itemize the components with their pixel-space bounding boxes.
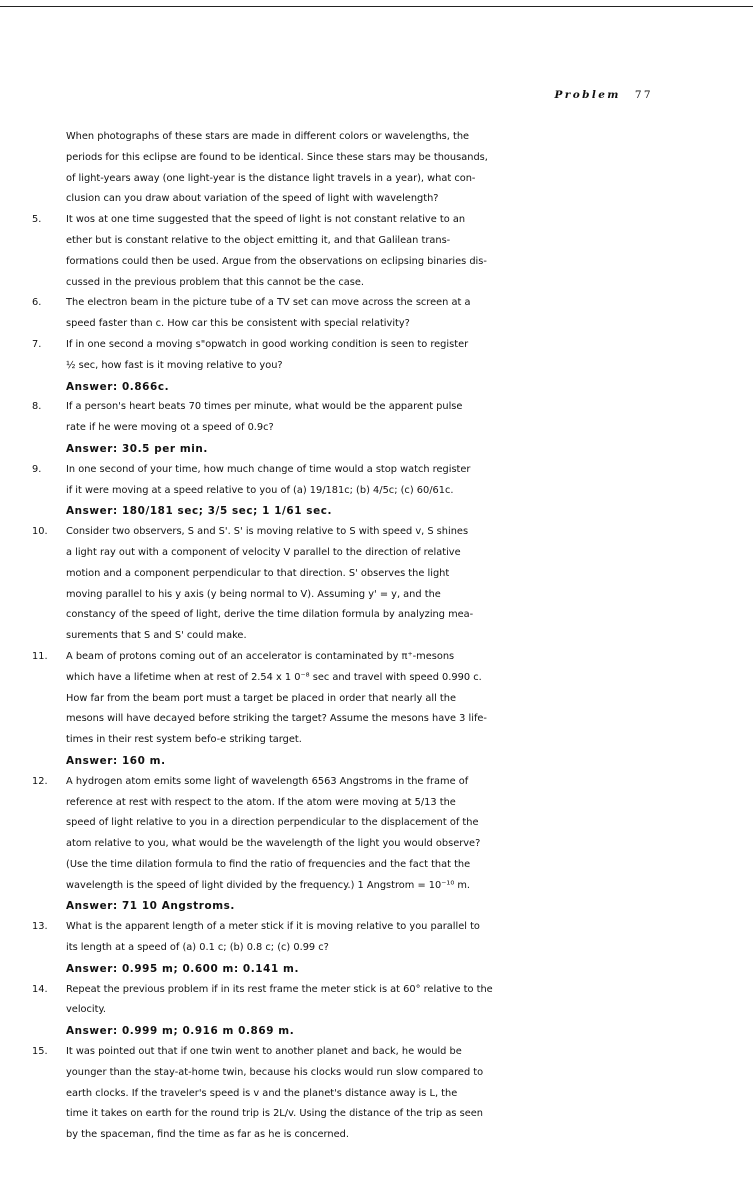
line-text: How far from the beam port must a target be placed in order that nearly all the: [66, 692, 457, 704]
answer-text: Answer: 180/181 sec; 3/5 sec; 1 1/61 sec.: [66, 505, 333, 518]
text-line: [30, 273, 613, 294]
problem-start-line: [30, 647, 613, 668]
problem-number: 6.: [32, 297, 42, 309]
line-text: which have a lifetime when at rest of 2.54 x 1 0⁻⁸ sec and travel with speed 0.990 c.: [66, 671, 482, 683]
text-line: [30, 1084, 613, 1105]
problem-start-line: [30, 1042, 613, 1063]
line-text: by the spaceman, find the time as far as he is concerned.: [66, 1129, 349, 1141]
text-line: [30, 585, 613, 606]
running-header: [554, 89, 653, 101]
line-text: times in their rest system befo-e striking target.: [66, 734, 302, 746]
top-rule: [0, 6, 753, 7]
line-text: constancy of the speed of light, derive the time dilation formula by analyzing mea-: [66, 609, 474, 621]
line-text: surements that S and S' could make.: [66, 630, 247, 642]
text-line: [30, 605, 613, 626]
line-text: A beam of protons coming out of an accelerator is contaminated by π⁺-mesons: [66, 650, 455, 662]
line-text: It wos at one time suggested that the speed of light is not constant relative to an: [66, 214, 466, 226]
text-line: [30, 751, 613, 772]
line-text: velocity.: [66, 1004, 107, 1016]
text-line: [30, 668, 613, 689]
page-number: 77: [634, 89, 653, 101]
problem-number: 8.: [32, 401, 42, 413]
line-text: In one second of your time, how much change of time would a stop watch register: [66, 463, 471, 475]
problem-number: 5.: [32, 214, 42, 226]
line-text: If in one second a moving s"opwatch in good working condition is seen to register: [66, 338, 469, 350]
problem-start-line: [30, 917, 613, 938]
text-line: [30, 959, 613, 980]
problem-start-line: [30, 460, 613, 481]
header-title: Problem: [554, 89, 621, 101]
problem-start-line: [30, 980, 613, 1001]
problem-start-line: [30, 335, 613, 356]
line-text: It was pointed out that if one twin went to another planet and back, he would be: [66, 1046, 462, 1058]
line-text: atom relative to you, what would be the wavelength of the light you would observe?: [66, 838, 481, 850]
problem-start-line: [30, 293, 613, 314]
line-text: of light-years away (one light-year is the distance light travels in a year), what con-: [66, 172, 476, 184]
text-line: [30, 793, 613, 814]
text-line: [30, 169, 613, 190]
line-text: earth clocks. If the traveler's speed is v and the planet's distance away is L, the: [66, 1087, 458, 1099]
line-text: Consider two observers, S and S'. S' is moving relative to S with speed v, S shines: [66, 526, 469, 538]
line-text: The electron beam in the picture tube of a TV set can move across the screen at a: [66, 297, 471, 309]
line-text: moving parallel to his y axis (y being normal to V). Assuming y' = y, and the: [66, 588, 441, 600]
text-line: [30, 252, 613, 273]
answer-text: Answer: 0.866c.: [66, 380, 170, 393]
line-text: clusion can you draw about variation of the speed of light with wavelength?: [66, 193, 439, 205]
problem-number: 15.: [32, 1046, 48, 1058]
text-line: [30, 231, 613, 252]
line-text: ether but is constant relative to the object emitting it, and that Galilean trans-: [66, 234, 451, 246]
line-text: a light ray out with a component of velocity V parallel to the direction of relative: [66, 546, 461, 558]
line-text: ½ sec, how fast is it moving relative to you?: [66, 359, 283, 371]
line-text: formations could then be used. Argue from the observations on eclipsing binaries dis-: [66, 255, 487, 267]
answer-text: Answer: 71 10 Angstroms.: [66, 900, 235, 913]
text-line: [30, 564, 613, 585]
page-body: [30, 127, 613, 1146]
problem-number: 9.: [32, 463, 42, 475]
problem-number: 10.: [32, 526, 48, 538]
line-text: rate if he were moving ot a speed of 0.9c?: [66, 422, 274, 434]
text-line: [30, 938, 613, 959]
line-text: Repeat the previous problem if in its rest frame the meter stick is at 60° relative to the: [66, 983, 493, 995]
text-line: [30, 730, 613, 751]
line-text: mesons will have decayed before striking the target? Assume the mesons have 3 life-: [66, 713, 487, 725]
text-line: [30, 189, 613, 210]
problem-number: 11.: [32, 650, 48, 662]
text-line: [30, 418, 613, 439]
text-line: [30, 1000, 613, 1021]
problem-start-line: [30, 397, 613, 418]
line-text: time it takes on earth for the round trip is 2L/v. Using the distance of the trip as seen: [66, 1108, 483, 1120]
line-text: If a person's heart beats 70 times per minute, what would be the apparent pulse: [66, 401, 463, 413]
line-text: speed faster than c. How car this be consistent with special relativity?: [66, 318, 410, 330]
problem-start-line: [30, 772, 613, 793]
line-text: (Use the time dilation formula to find the ratio of frequencies and the fact that the: [66, 858, 471, 870]
text-line: [30, 1104, 613, 1125]
text-line: [30, 709, 613, 730]
text-line: [30, 377, 613, 398]
line-text: A hydrogen atom emits some light of wavelength 6563 Angstroms in the frame of: [66, 775, 469, 787]
text-line: [30, 148, 613, 169]
problem-number: 12.: [32, 775, 48, 787]
text-line: [30, 1125, 613, 1146]
text-line: [30, 439, 613, 460]
problem-start-line: [30, 522, 613, 543]
line-text: if it were moving at a speed relative to you of (a) 19/181c; (b) 4/5c; (c) 60/61c.: [66, 484, 454, 496]
line-text: reference at rest with respect to the atom. If the atom were moving at 5/13 the: [66, 796, 456, 808]
text-line: [30, 314, 613, 335]
text-line: [30, 896, 613, 917]
text-line: [30, 626, 613, 647]
answer-text: Answer: 160 m.: [66, 754, 166, 767]
line-text: younger than the stay-at-home twin, because his clocks would run slow compared to: [66, 1066, 484, 1078]
line-text: When photographs of these stars are made in different colors or wavelengths, the: [66, 131, 470, 142]
text-line: [30, 543, 613, 564]
text-line: [30, 876, 613, 897]
line-text: speed of light relative to you in a direction perpendicular to the displacement of the: [66, 817, 479, 829]
answer-text: Answer: 0.999 m; 0.916 m 0.869 m.: [66, 1025, 295, 1038]
text-line: [30, 127, 613, 148]
text-line: [30, 834, 613, 855]
text-line: [30, 481, 613, 502]
problem-number: 7.: [32, 338, 42, 350]
problem-number: 13.: [32, 921, 48, 933]
line-text: wavelength is the speed of light divided by the frequency.) 1 Angstrom = 10⁻¹⁰ m.: [66, 879, 471, 891]
text-line: [30, 1021, 613, 1042]
text-line: [30, 813, 613, 834]
text-line: [30, 689, 613, 710]
line-text: motion and a component perpendicular to that direction. S' observes the light: [66, 567, 450, 579]
text-line: [30, 501, 613, 522]
line-text: its length at a speed of (a) 0.1 c; (b) 0.8 c; (c) 0.99 c?: [66, 942, 329, 954]
text-line: [30, 855, 613, 876]
problem-number: 14.: [32, 983, 48, 995]
line-text: What is the apparent length of a meter stick if it is moving relative to you parallel to: [66, 921, 480, 933]
problem-start-line: [30, 210, 613, 231]
answer-text: Answer: 0.995 m; 0.600 m: 0.141 m.: [66, 962, 299, 975]
text-line: [30, 1063, 613, 1084]
line-text: periods for this eclipse are found to be identical. Since these stars may be thousands,: [66, 151, 488, 163]
text-line: [30, 356, 613, 377]
answer-text: Answer: 30.5 per min.: [66, 442, 208, 455]
line-text: cussed in the previous problem that this cannot be the case.: [66, 276, 364, 288]
